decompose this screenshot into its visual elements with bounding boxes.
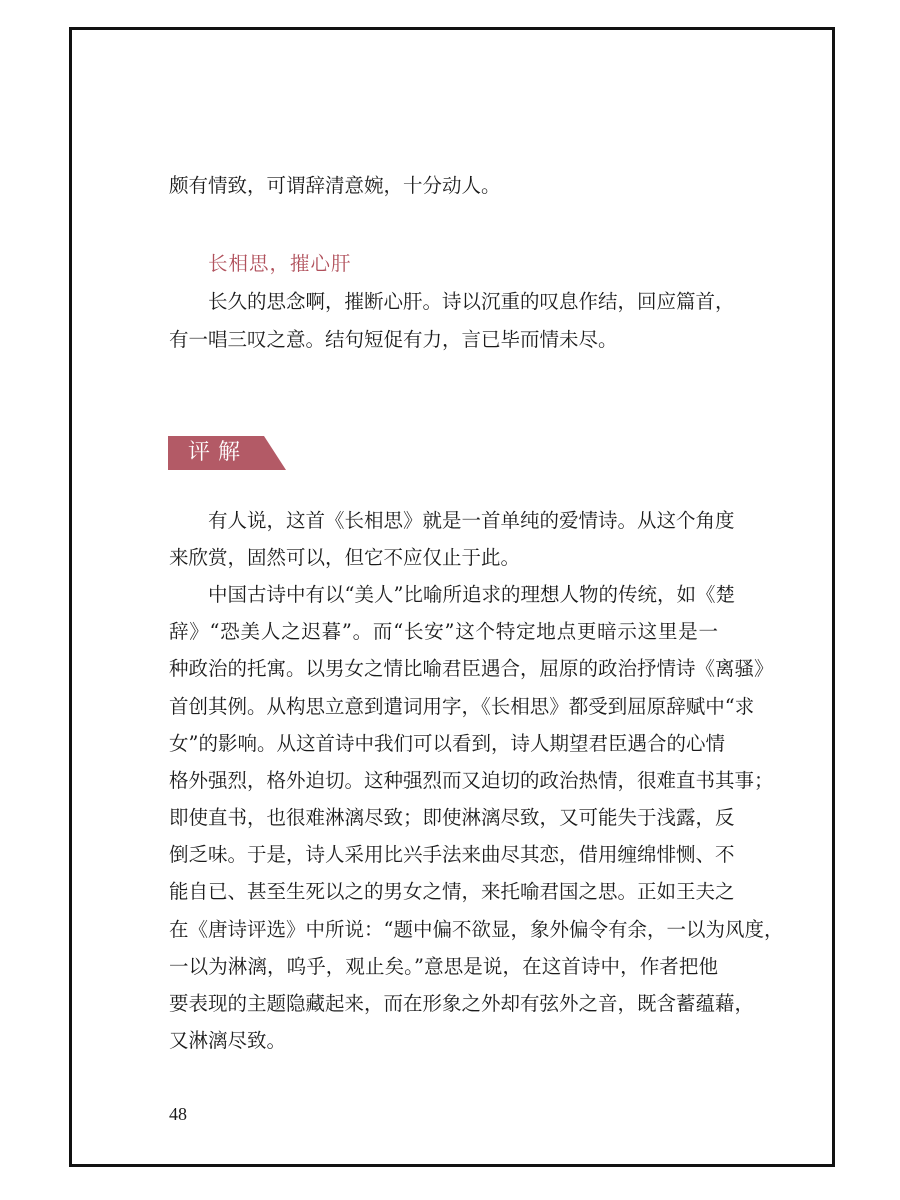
paragraph-line: 即使直书，也很难淋漓尽致；即使淋漓尽致，又可能失于浅露，反 (169, 806, 735, 829)
paragraph-line: 能自已、甚至生死以之的男女之情，来托喻君国之思。正如王夫之 (169, 880, 735, 903)
intro-line: 颇有情致，可谓辞清意婉，十分动人。 (169, 174, 501, 197)
paragraph-line: 格外强烈，格外迫切。这种强烈而又迫切的政治热情，很难直书其事； (169, 769, 774, 792)
paragraph-line: 一以为淋漓，呜乎，观止矣。”意思是说，在这首诗中，作者把他 (169, 955, 718, 978)
paragraph-line: 种政治的托寓。以男女之情比喻君臣遇合，屈原的政治抒情诗《离骚》 (169, 657, 774, 680)
section-title: 评解 (188, 440, 249, 465)
paragraph-line: 女”的影响。从这首诗中我们可以看到，诗人期望君臣遇合的心情 (169, 732, 725, 755)
paragraph-line: 要表现的主题隐藏起来，而在形象之外却有弦外之音，既含蓄蕴藉， (169, 992, 755, 1015)
paragraph-line: 来欣赏，固然可以，但它不应仅止于此。 (169, 546, 521, 569)
annotation-heading: 长相思，摧心肝 (208, 252, 352, 275)
annotation-line: 长久的思念啊，摧断心肝。诗以沉重的叹息作结，回应篇首， (208, 290, 735, 313)
page-number: 48 (169, 1104, 187, 1124)
paragraph-line: 首创其例。从构思立意到遣词用字，《长相思》都受到屈原辞赋中“求 (169, 695, 755, 718)
annotation-line: 有一唱三叹之意。结句短促有力，言已毕而情未尽。 (169, 328, 618, 351)
paragraph-line: 辞》“恐美人之迟暮”。而“长安”这个特定地点更暗示这里是一 (169, 620, 718, 643)
paragraph-line: 中国古诗中有以“美人”比喻所追求的理想人物的传统，如《楚 (208, 583, 735, 606)
paragraph-line: 在《唐诗评选》中所说：“题中偏不欲显，象外偏令有余，一以为风度， (169, 918, 784, 941)
paragraph-line: 又淋漓尽致。 (169, 1029, 287, 1052)
paragraph-line: 倒乏味。于是，诗人采用比兴手法来曲尽其恋，借用缠绵悱恻、不 (169, 843, 735, 866)
section-banner (168, 436, 286, 470)
paragraph-line: 有人说，这首《长相思》就是一首单纯的爱情诗。从这个角度 (208, 509, 735, 532)
